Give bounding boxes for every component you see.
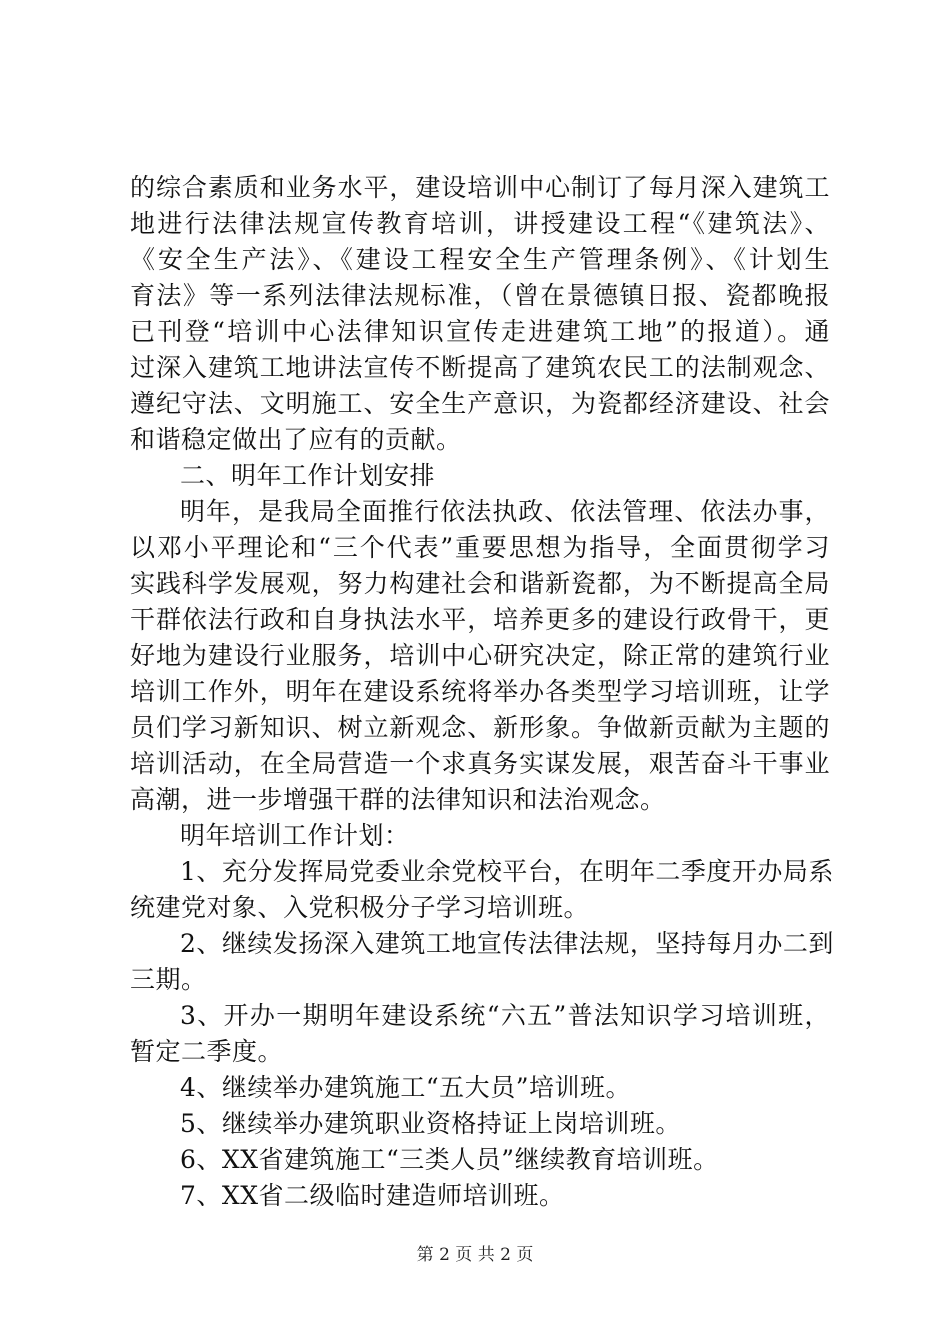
body-line: 育法》等一系列法律法规标准，（曾在景德镇日报、瓷都晚报 xyxy=(130,281,830,310)
page-footer xyxy=(0,1243,950,1267)
plan-item: 1、充分发挥局党委业余党校平台，在明年二季度开办局系 xyxy=(180,857,834,886)
body-line: 已刊登“培训中心法律知识宣传走进建筑工地”的报道）。通 xyxy=(130,317,830,346)
plan-item: 6、XX省建筑施工“三类人员”继续教育培训班。 xyxy=(180,1145,719,1174)
body-line: 培训工作外，明年在建设系统将举办各类型学习培训班，让学 xyxy=(130,677,830,706)
plan-item: 5、继续举办建筑职业资格持证上岗培训班。 xyxy=(180,1109,681,1138)
plan-item: 2、继续发扬深入建筑工地宣传法律法规，坚持每月办二到 xyxy=(180,929,834,958)
plan-heading: 明年培训工作计划： xyxy=(180,821,410,850)
body-line: 员们学习新知识、树立新观念、新形象。争做新贡献为主题的 xyxy=(130,713,830,742)
body-line: 遵纪守法、文明施工、安全生产意识，为瓷都经济建设、社会 xyxy=(130,389,830,418)
body-line: 和谐稳定做出了应有的贡献。 xyxy=(130,425,462,454)
body-line: 以邓小平理论和“三个代表”重要思想为指导，全面贯彻学习 xyxy=(130,533,830,562)
body-line: 高潮，进一步增强干群的法律知识和法治观念。 xyxy=(130,785,666,814)
body-line: 过深入建筑工地讲法宣传不断提高了建筑农民工的法制观念、 xyxy=(130,353,830,382)
page-number-label: 第 2 页 共 2 页 xyxy=(416,1245,534,1265)
plan-item-continuation: 三期。 xyxy=(130,965,207,994)
plan-item-continuation: 暂定二季度。 xyxy=(130,1037,284,1066)
body-line: 实践科学发展观，努力构建社会和谐新瓷都，为不断提高全局 xyxy=(130,569,830,598)
body-line: 干群依法行政和自身执法水平，培养更多的建设行政骨干，更 xyxy=(130,605,830,634)
body-line: 地进行法律法规宣传教育培训，讲授建设工程“《建筑法》、 xyxy=(130,209,830,238)
plan-item: 3、开办一期明年建设系统“六五”普法知识学习培训班， xyxy=(180,1001,830,1030)
body-line: 《安全生产法》、《建设工程安全生产管理条例》、《计划生 xyxy=(130,245,830,274)
body-line: 好地为建设行业服务，培训中心研究决定，除正常的建筑行业 xyxy=(130,641,830,670)
document-body xyxy=(130,170,834,1214)
body-line: 的综合素质和业务水平，建设培训中心制订了每月深入建筑工 xyxy=(130,173,830,202)
plan-item: 4、继续举办建筑施工“五大员”培训班。 xyxy=(180,1073,631,1102)
plan-item: 7、XX省二级临时建造师培训班。 xyxy=(180,1181,565,1210)
plan-item-continuation: 统建党对象、入党积极分子学习培训班。 xyxy=(130,893,590,922)
body-line: 培训活动，在全局营造一个求真务实谋发展，艰苦奋斗干事业 xyxy=(130,749,830,778)
body-line: 明年，是我局全面推行依法执政、依法管理、依法办事， xyxy=(180,497,830,526)
section-heading: 二、明年工作计划安排 xyxy=(180,461,436,490)
